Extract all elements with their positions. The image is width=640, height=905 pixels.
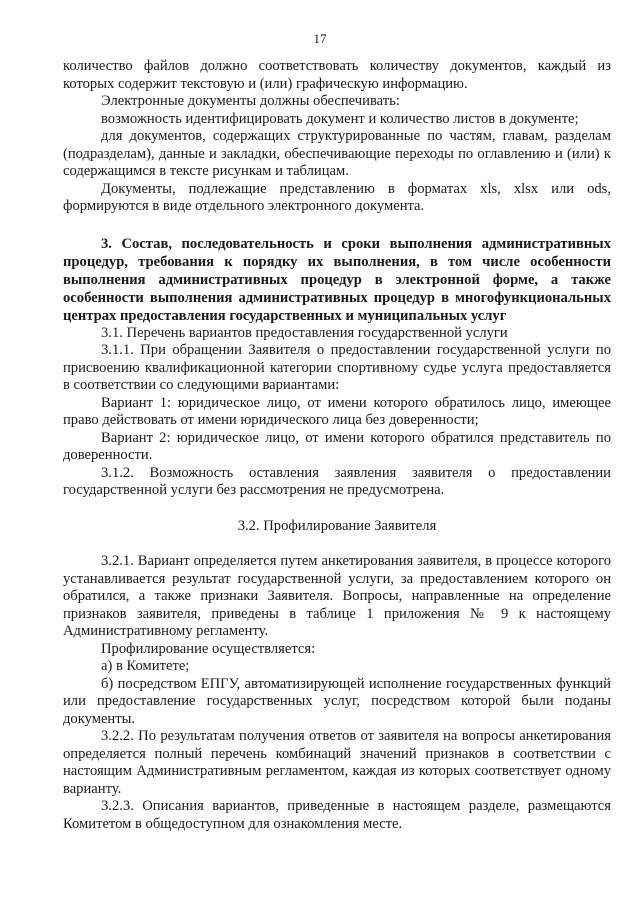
page-content: [63, 58, 611, 833]
section-3-heading: 3. Состав, последовательность и сроки выполнения административных процедур, требования к порядку их выполнения, в том числе особенности выполнения административных процедур в электронной форме, а также особенности выполнения административных процедур в многофункциональных центрах предоставления государственных и муниципальных услуг: [63, 235, 611, 324]
paragraph: для документов, содержащих структурированные по частям, главам, разделам (подразделам), данные и закладки, обеспечивающие переходы по оглавлению и (или) к содержащимся в тексте рисункам и таблицам.: [63, 128, 611, 179]
paragraph: Вариант 1: юридическое лицо, от имени которого обратилось лицо, имеющее право действовать от имени юридического лица без доверенности;: [63, 394, 611, 428]
paragraph: 3.1. Перечень вариантов предоставления государственной услуги: [101, 324, 508, 341]
paragraph: Вариант 2: юридическое лицо, от имени которого обратился представитель по доверенности.: [63, 429, 611, 463]
paragraph: 3.1.2. Возможность оставления заявления заявителя о предоставлении государственной услуги без рассмотрения не предусмотрена.: [63, 464, 611, 498]
paragraph: а) в Комитете;: [101, 658, 190, 674]
paragraph: количество файлов должно соответствовать количеству документов, каждый из которых содержит текстовую и (или) графическую информацию.: [63, 58, 611, 92]
paragraph: возможность идентифицировать документ и количество листов в документе;: [101, 110, 579, 127]
paragraph: Документы, подлежащие представлению в форматах xls, xlsx или ods, формируются в виде отдельного электронного документа.: [63, 180, 611, 214]
paragraph: 3.1.1. При обращении Заявителя о предоставлении государственной услуги по присвоению квалификационной категории спортивному судье услуга предоставляется в соответствии со следующими вариантами:: [63, 342, 611, 393]
paragraph: 3.2.3. Описания вариантов, приведенные в настоящем разделе, размещаются Комитетом в общедоступном для ознакомления месте.: [63, 798, 611, 832]
page-number: 17: [313, 31, 327, 46]
paragraph: Электронные документы должны обеспечивать:: [101, 93, 400, 109]
section-3-2-heading: 3.2. Профилирование Заявителя: [237, 517, 437, 534]
paragraph: 3.2.2. По результатам получения ответов от заявителя на вопросы анкетирования определяется полный перечень комбинаций значений признаков в соответствии с настоящим Административным регламентом, каждая из которых соответствует одному варианту.: [63, 728, 611, 797]
paragraph: Профилирование осуществляется:: [101, 640, 316, 657]
paragraph: б) посредством ЕПГУ, автоматизирующей исполнение государственных функций или предоставление государственных услуг, посредством которой были поданы документы.: [63, 675, 611, 727]
paragraph: 3.2.1. Вариант определяется путем анкетирования заявителя, в процессе которого устанавливается результат государственной услуги, за предоставлением которого он обратился, а также признаки Заявителя. Вопросы, направленные на определение признаков заявителя, приведены в таблице 1 приложения № 9 к настоящему Административному регламенту.: [63, 553, 611, 639]
